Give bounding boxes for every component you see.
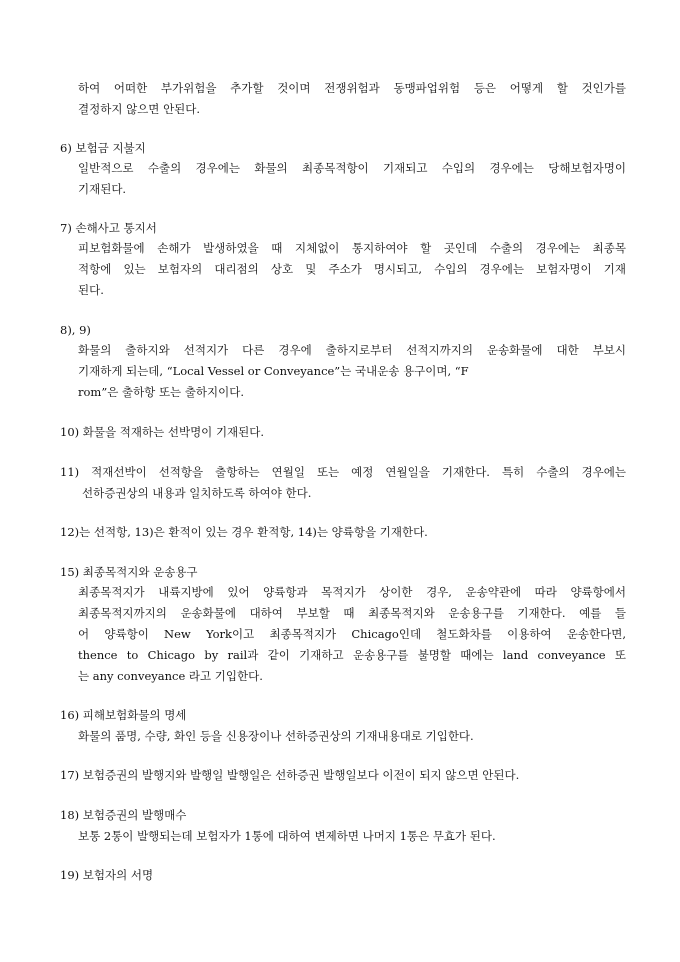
section-heading-11: 11) 적재선박이 선적항을 출항하는 연월일 또는 예정 연월일을 기재한다. 특히 수출의 경우에는	[60, 465, 626, 479]
paragraph-line: 기재하게 되는데, “Local Vessel or Conveyance”는 국내운송 용구이며, “F	[78, 364, 469, 378]
paragraph-line: 선하증권상의 내용과 일치하도록 하여야 한다.	[82, 486, 312, 500]
paragraph-line: 최종목적지가 내륙지방에 있어 양륙항과 목적지가 상이한 경우, 운송약관에 따라 양륙항에서	[78, 585, 626, 599]
paragraph-line: 화물의 품명, 수량, 화인 등을 신용장이나 선하증권상의 기재내용대로 기입한다.	[78, 729, 474, 743]
paragraph-line: 적항에 있는 보험자의 대리점의 상호 및 주소가 명시되고, 수입의 경우에는 보험자명이 기재	[78, 262, 626, 276]
paragraph-line: 보통 2통이 발행되는데 보험자가 1통에 대하여 변제하면 나머지 1통은 무효가 된다.	[78, 829, 496, 843]
paragraph-line: rom”은 출하항 또는 출하지이다.	[78, 385, 245, 399]
paragraph-line: 화물의 출하지와 선적지가 다른 경우에 출하지로부터 선적지까지의 운송화물에 대한 부보시	[78, 343, 626, 357]
section-heading-8-9: 8), 9)	[60, 323, 91, 337]
paragraph-line: 일반적으로 수출의 경우에는 화물의 최종목적항이 기재되고 수입의 경우에는 당해보험자명이	[78, 161, 626, 175]
section-heading-15: 15) 최종목적지와 운송용구	[60, 565, 198, 579]
paragraph-line: 피보험화물에 손해가 발생하였을 때 지체없이 통지하여야 할 곳인데 수출의 경우에는 최종목	[78, 241, 626, 255]
section-heading-18: 18) 보험증권의 발행매수	[60, 808, 187, 822]
section-heading-19: 19) 보험자의 서명	[60, 868, 154, 882]
paragraph-line: 하여 어떠한 부가위험을 추가할 것이며 전쟁위험과 동맹파업위험 등은 어떻게 할 것인가를	[78, 81, 626, 95]
section-heading-10: 10) 화물을 적재하는 선박명이 기재된다.	[60, 425, 265, 439]
section-heading-17: 17) 보험증권의 발행지와 발행일 발행일은 선하증권 발행일보다 이전이 되지 않으면 안된다.	[60, 768, 520, 782]
paragraph-line: 기재된다.	[78, 182, 127, 196]
paragraph-line: 어 양륙항이 New York이고 최종목적지가 Chicago인데 철도화차를 이용하여 운송한다면,	[78, 627, 626, 641]
paragraph-line: thence to Chicago by rail과 같이 기재하고 운송용구를 불명할 때에는 land conveyance 또	[78, 648, 626, 662]
section-heading-7: 7) 손해사고 통지서	[60, 221, 157, 235]
section-heading-12: 12)는 선적항, 13)은 환적이 있는 경우 환적항, 14)는 양륙항을 기재한다.	[60, 525, 428, 539]
paragraph-line: 된다.	[78, 283, 104, 297]
section-heading-16: 16) 피해보험화물의 명세	[60, 708, 187, 722]
paragraph-line: 결정하지 않으면 안된다.	[78, 102, 201, 116]
paragraph-line: 최종목적지까지의 운송화물에 대하여 부보할 때 최종목적지와 운송용구를 기재한다. 예를 들	[78, 606, 626, 620]
paragraph-line: 는 any conveyance 라고 기입한다.	[78, 669, 263, 683]
section-heading-6: 6) 보험금 지불지	[60, 141, 146, 155]
